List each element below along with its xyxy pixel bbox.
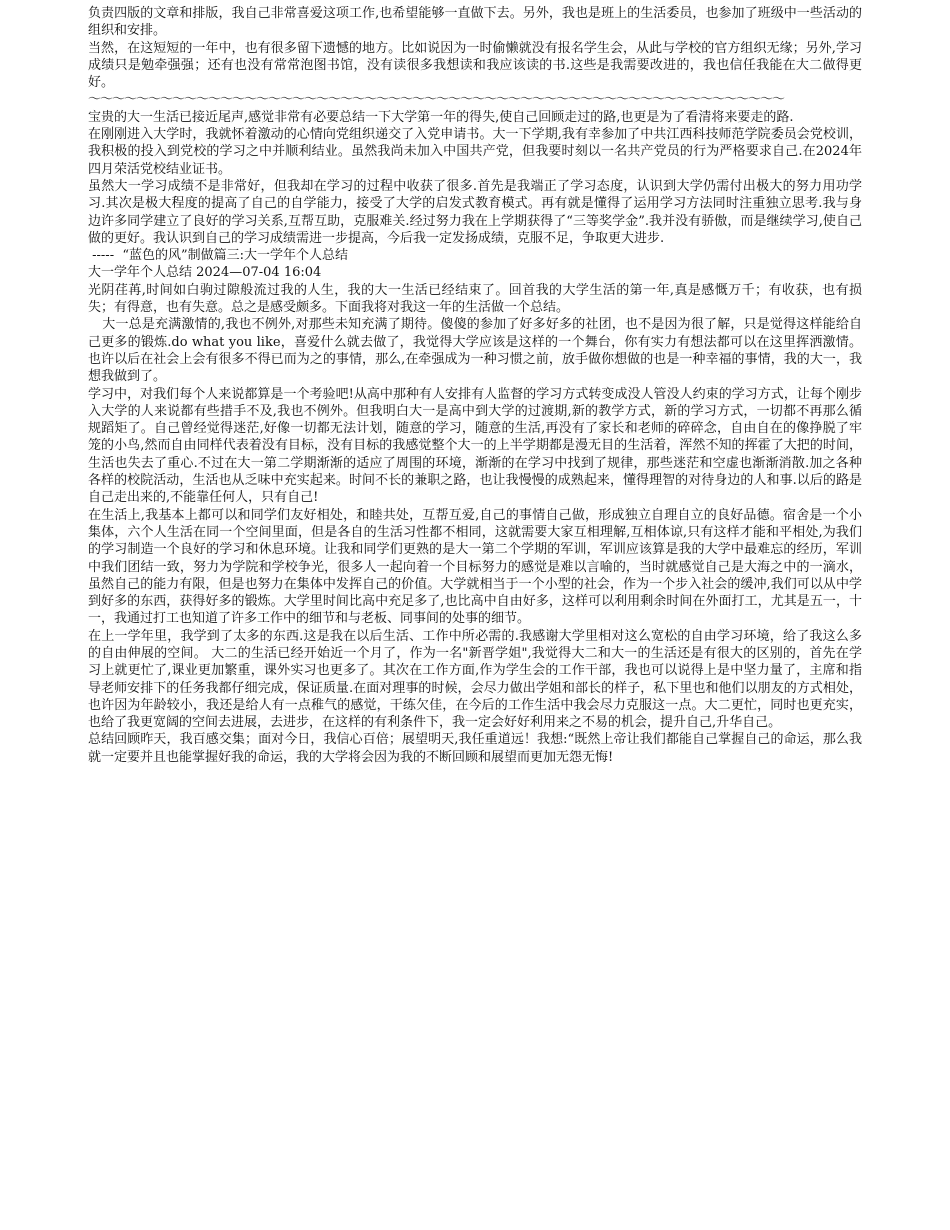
article-paragraph-2: 大一总是充满激情的,我也不例外,对那些未知充满了期待。傻傻的参加了好多好多的社团，也不是因为很了解，只是觉得这样能给自己更多的锻炼.do what you like，喜爱什么就去做了，我觉得大学应该是这样的一个舞台，你有实力有想法都可以在这里挥洒激情。也许以后在社会上会有很多不得已而为之的事情，那么,在牵强成为一种习惯之前，放手做你想做的也是一种幸福的事情，我的大一，我想我做到了。	[88, 317, 862, 385]
intro-paragraph-2: 当然，在这短短的一年中，也有很多留下遗憾的地方。比如说因为一时偷懒就没有报名学生会，从此与学校的官方组织无缘；另外,学习成绩只是勉牵强强；还有也没有常常泡图书馆，没有读很多我想读和我应该读的书.这些是我需要改进的，我也信任我能在大二做得更好。	[88, 40, 862, 91]
intro-paragraph-1: 负责四版的文章和排版，我自己非常喜爱这项工作,也希望能够一直做下去。另外，我也是班上的生活委员，也参加了班级中一些活动的组织和安排。	[88, 6, 862, 39]
article-paragraph-3: 学习中，对我们每个人来说都算是一个考验吧!从高中那种有人安排有人监督的学习方式转变成没人管没人约束的学习方式，让每个刚步入大学的人来说都有些措手不及,我也不例外。但我明白大一是高中到大学的过渡期,新的教学方式，新的学习方式，一切都不再那么循规蹈矩了。自己曾经觉得迷茫,好像一切都无法计划，随意的学习，随意的生活,再没有了家长和老师的碎碎念，自由自在的像挣脱了牢笼的小鸟,然而自由同样代表着没有目标，没有目标的我感觉整个大一的上半学期都是漫无目的生活着，浑然不知的挥霍了大把的时间，生活也失去了重心.不过在大一第二学期渐渐的适应了周围的环境，渐渐的在学习中找到了规律，那些迷茫和空虚也渐渐消散.加之各种各样的校院活动，生活也从乏味中充实起来。时间不长的兼职之路，也让我慢慢的成熟起来，懂得理智的对待身边的人和事.以后的路是自己走出来的,不能靠任何人，只有自己!	[88, 386, 862, 506]
middle-paragraph-2: 在刚刚进入大学时，我就怀着激动的心情向党组织递交了入党申请书。大一下学期,我有幸参加了中共江西科技师范学院委员会党校训，我积极的投入到党校的学习之中并顺利结业。虽然我尚未加入中国共产党，但我要时刻以一名共产党员的行为严格要求自己.在2024年四月荣活党校结业证书。	[88, 127, 862, 177]
article-paragraph-1: 光阴荏苒,时间如白驹过隙般流过我的人生，我的大一生活已经结束了。回首我的大学生活的第一年,真是感慨万千；有收获，也有损失；有得意，也有失意。总之是感受颇多。下面我将对我这一年的生活做一个总结。	[88, 282, 862, 316]
wave-divider: ～～～～～～～～～～～～～～～～～～～～～～～～～～～～～～～～～～～～～～～～～～～～～～～～～～～～～～～～～～	[88, 92, 785, 108]
middle-paragraph-3: 虽然大一学习成绩不是非常好，但我却在学习的过程中收获了很多.首先是我端正了学习态度，认识到大学仍需付出极大的努力用功学习.其次是极大程度的提高了自己的自学能力，接受了大学的启发式教育模式。再有就是懂得了运用学习方法同时注重独立思考.我与身边许多同学建立了良好的学习关系,互帮互助，克服难关.经过努力我在上学期获得了“三等奖学金”.我并没有骄傲，而是继续学习,使自己做的更好。我认识到自己的学习成绩需进一步提高，今后我一定发扬成绩，克服不足，争取更大进步.	[88, 178, 862, 246]
middle-paragraph-1: 宝贵的大一生活已接近尾声,感觉非常有必要总结一下大学第一年的得失,使自己回顾走过的路,也更是为了看清将来要走的路.	[88, 109, 794, 125]
article-paragraph-4: 在生活上,我基本上都可以和同学们友好相处，和睦共处，互帮互爱,自己的事情自己做，形成独立自理自立的良好品德。宿舍是一个小集体，六个人生活在同一个空间里面，但是各自的生活习性都不相同，这就需要大家互相理解,互相体谅,只有这样才能和平相处,为我们的学习制造一个良好的学习和休息环境。让我和同学们更熟的是大一第二个学期的军训，军训应该算是我的大学中最难忘的经历，军训中我们团结一致，努力为学院和学校争光，很多人一起向着一个目标努力的感觉是难以言喻的，当时就感觉自己是大海之中的一滴水，虽然自己的能力有限，但是也努力在集体中发挥自己的价值。大学就相当于一个小型的社会，作为一个步入社会的缓冲,我们可以从中学到好多的东西，获得好多的锻炼。大学里时间比高中充足多了,也比高中自由好多，这样可以利用剩余时间在外面打工，尤其是五一，十一，我通过打工也知道了许多工作中的细节和与老板、同事间的处事的细节。	[88, 507, 862, 627]
section-title: ----- “蓝色的风”制做篇三:大一学年个人总结	[88, 248, 349, 264]
article-heading: 大一学年个人总结 2024—07-04 16:04	[88, 265, 322, 281]
article-paragraph-6: 总结回顾昨天，我百感交集；面对今日，我信心百倍；展望明天,我任重道远！我想:“既然上帝让我们都能自己掌握自己的命运，那么我就一定要并且也能掌握好我的命运，我的大学将会因为我的不断回顾和展望而更加无怨无悔!	[88, 732, 862, 765]
article-paragraph-5: 在上一学年里，我学到了太多的东西.这是我在以后生活、工作中所必需的.我感谢大学里相对这么宽松的自由学习环境，给了我这么多的自由伸展的空间。 大二的生活已经开始近一个月了，作为一名"新晋学姐",我觉得大二和大一的生活还是有很大的区别的，首先在学习上就更忙了,课业更加繁重，课外实习也更多了。其次在工作方面,作为学生会的工作干部，我也可以说得上是中坚力量了，主席和指导老师安排下的任务我都仔细完成，保证质量.在面对理事的时候，会尽力做出学姐和部长的样子，私下里也和他们以朋友的方式相处，也许因为年龄较小，我还是给人有一点稚气的感觉，干练欠佳，在今后的工作生活中我会尽力克服这一点。大二更忙，同时也更充实，也给了我更宽阔的空间去进展，去进步，在这样的有利条件下，我一定会好好利用来之不易的机会，提升自己,升华自己。	[88, 628, 862, 731]
